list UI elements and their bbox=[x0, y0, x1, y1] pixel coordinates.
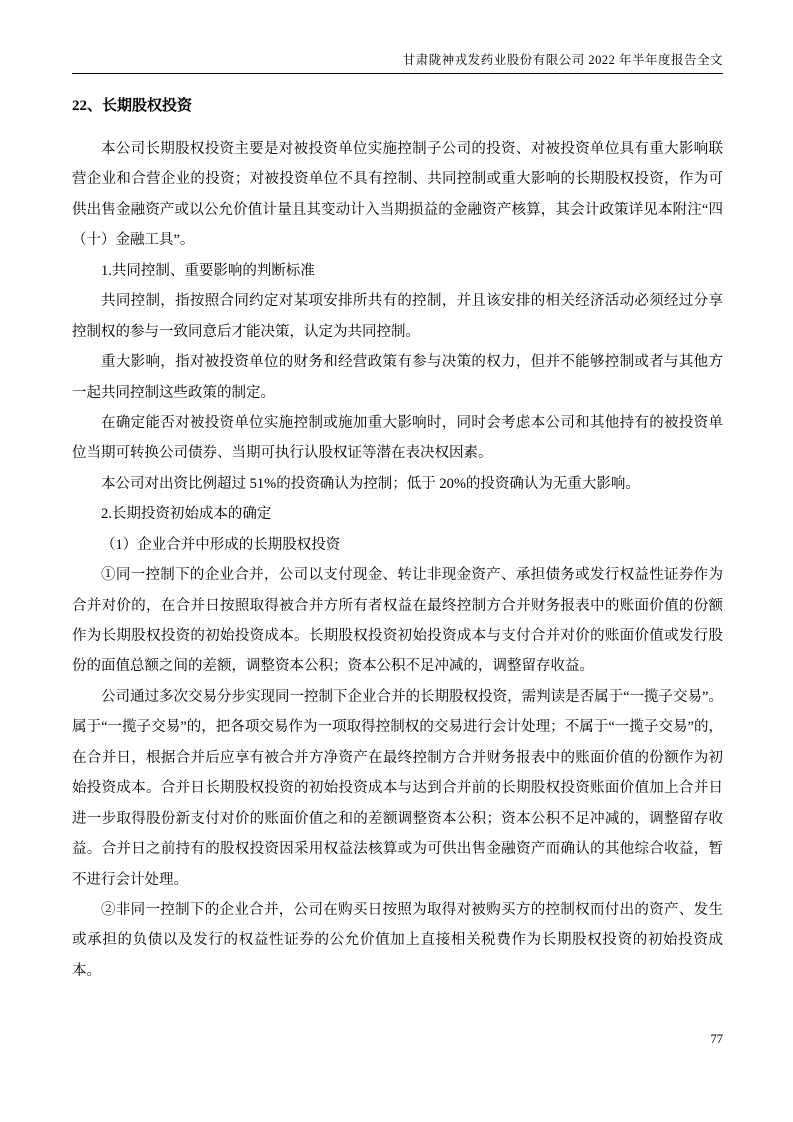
paragraph: ②非同一控制下的企业合并，公司在购买日按照为取得对被购买方的控制权而付出的资产、发生或承担的负债以及发行的权益性证券的公允价值加上直接相关税费作为长期股权投资的初始投资成本。 bbox=[72, 901, 723, 979]
paragraph: 共同控制，指按照合同约定对某项安排所共有的控制，并且该安排的相关经济活动必须经过分享控制权的参与一致同意后才能决策，认定为共同控制。 bbox=[72, 293, 723, 340]
paragraph: ①同一控制下的企业合并，公司以支付现金、转让非现金资产、承担债务或发行权益性证券作为合并对价的，在合并日按照取得被合并方所有者权益在最终控制方合并财务报表中的账面价值的份额作为长期股权投资的初始投资成本。长期股权投资初始投资成本与支付合并对价的账面价值或发行股份的面值总额之间的差额，调整资本公积；资本公积不足冲减的，调整留存收益。 bbox=[72, 567, 723, 675]
header-divider bbox=[72, 73, 723, 74]
document-body bbox=[72, 94, 723, 986]
paragraph: 本公司对出资比例超过 51%的投资确认为控制；低于 20%的投资确认为无重大影响。 bbox=[101, 475, 640, 492]
paragraph: 本公司长期股权投资主要是对被投资单位实施控制子公司的投资、对被投资单位具有重大影响联营企业和合营企业的投资；对被投资单位不具有控制、共同控制或重大影响的长期股权投资，作为可供出售金融资产或以公允价值计量且其变动计入当期损益的金融资产核算，其会计政策详见本附注“四（十）金融工具”。 bbox=[72, 141, 723, 249]
page-number: 77 bbox=[710, 1032, 723, 1046]
paragraph: 重大影响，指对被投资单位的财务和经营政策有参与决策的权力，但并不能够控制或者与其他方一起共同控制这些政策的制定。 bbox=[72, 354, 723, 401]
paragraph: 在确定能否对被投资单位实施控制或施加重大影响时，同时会考虑本公司和其他持有的被投资单位当期可转换公司债券、当期可执行认股权证等潜在表决权因素。 bbox=[72, 414, 723, 462]
paragraph: （1）企业合并中形成的长期股权投资 bbox=[101, 536, 341, 553]
paragraph: 2.长期投资初始成本的确定 bbox=[101, 506, 272, 523]
paragraph: 公司通过多次交易分步实现同一控制下企业合并的长期股权投资，需判读是否属于“一揽子交易”。属于“一揽子交易”的，把各项交易作为一项取得控制权的交易进行会计处理；不属于“一揽子交易”的，在合并日，根据合并后应享有被合并方净资产在最终控制方合并财务报表中的账面价值的份额作为初始投资成本。合并日长期股权投资的初始投资成本与达到合并前的长期股权投资账面价值加上合并日进一步取得股份新支付对价的账面价值之和的差额调整资本公积；资本公积不足冲减的，调整留存收益。合并日之前持有的股权投资因采用权益法核算或为可供出售金融资产而确认的其他综合收益，暂不进行会计处理。 bbox=[72, 688, 723, 888]
page-header-title: 甘肃陇神戎发药业股份有限公司 2022 年半年度报告全文 bbox=[402, 53, 723, 67]
section-heading: 22、长期股权投资 bbox=[72, 98, 193, 114]
paragraph: 1.共同控制、重要影响的判断标准 bbox=[101, 262, 315, 279]
